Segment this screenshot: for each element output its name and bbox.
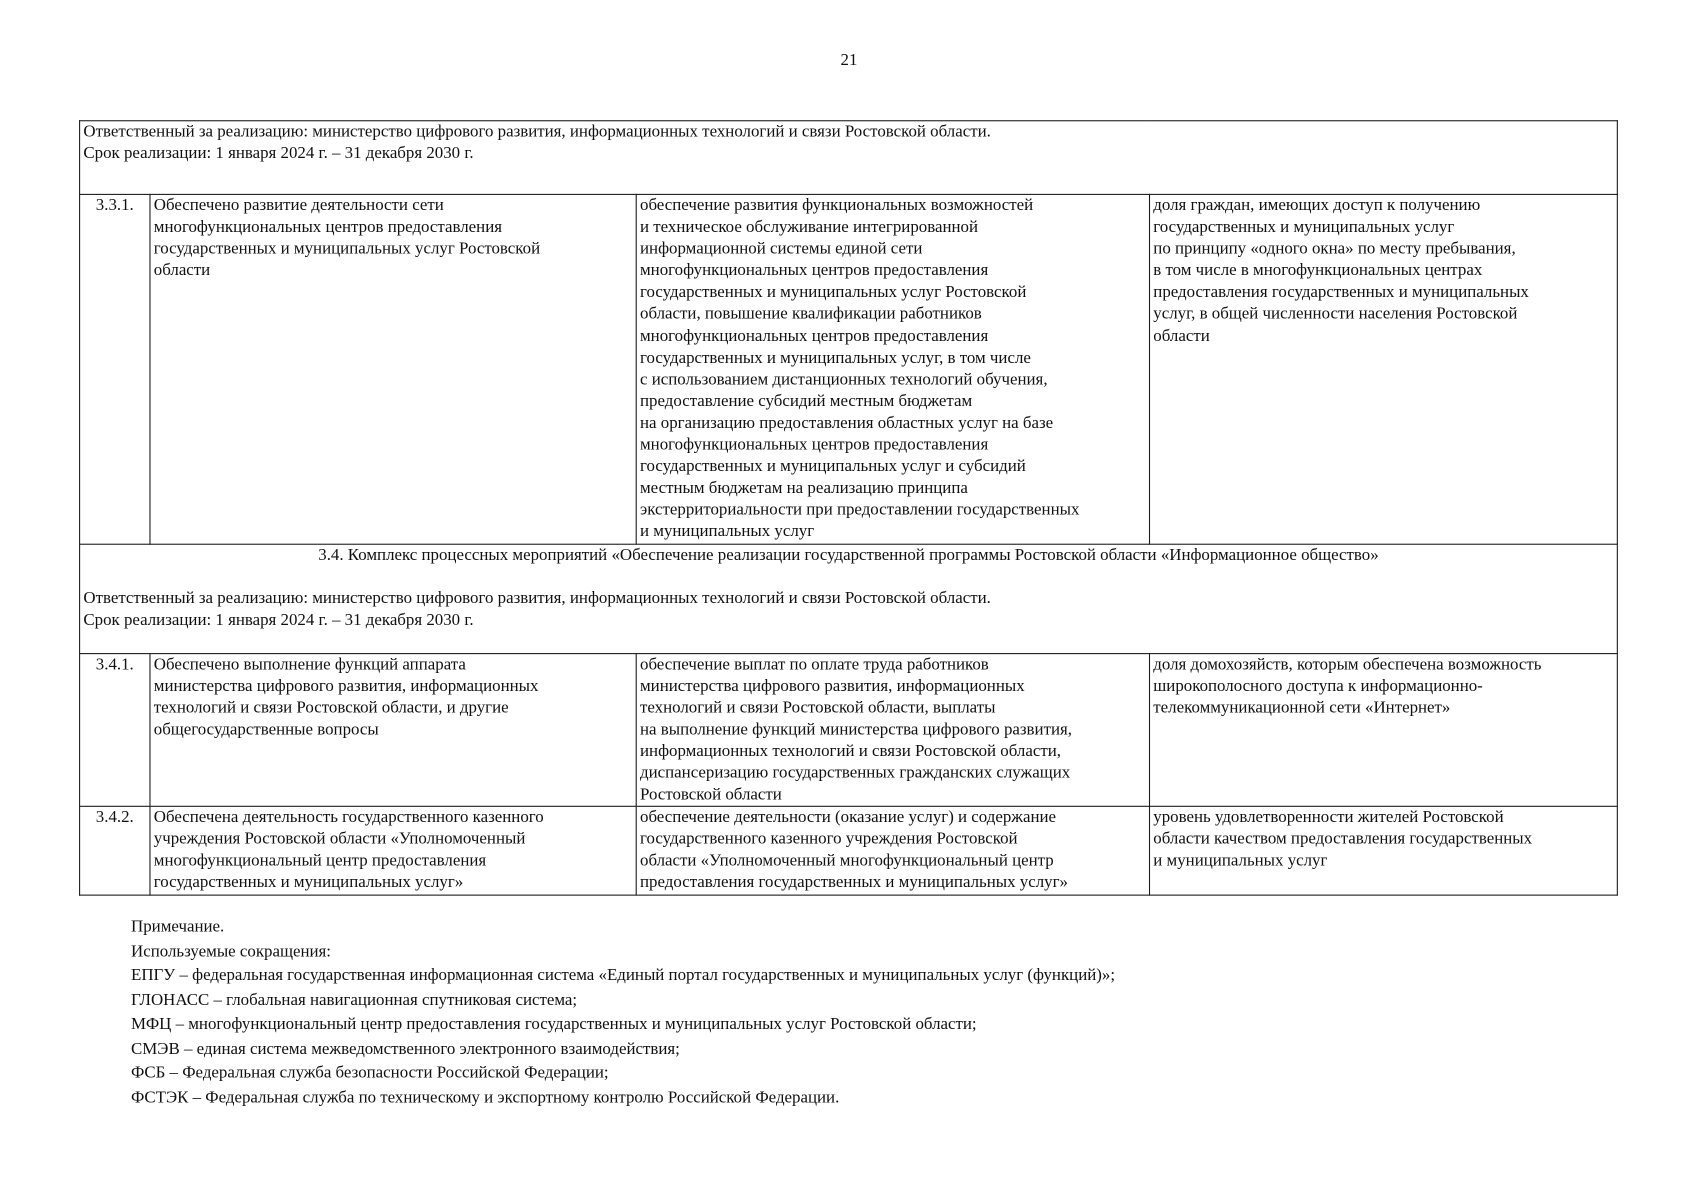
row-number: 3.4.2. (80, 806, 150, 894)
abbreviation-item: ЕПГУ – федеральная государственная информационная система «Единый портал государственных и муниципальных услуг (функций)»; (131, 966, 1116, 985)
section-info-3-3 (80, 121, 1618, 195)
result-cell: Обеспечено выполнение функций аппарата министерства цифрового развития, информационных технологий и связи Ростовской области, и другие общегосударственные вопросы (150, 653, 636, 806)
page-number: 21 (840, 50, 858, 70)
result-cell: Обеспечена деятельность государственного казенного учреждения Ростовской области «Уполномоченный многофункциональный центр предоставления государственных и муниципальных услуг» (150, 806, 636, 894)
section-info-row (80, 121, 1618, 195)
term-text: Срок реализации: 1 января 2024 г. – 31 декабря 2030 г. (83, 610, 474, 629)
result-cell: Обеспечено развитие деятельности сети многофункциональных центров предоставления государственных и муниципальных услуг Ростовской области (150, 194, 636, 543)
row-number: 3.3.1. (80, 194, 150, 543)
measure-cell: обеспечение развития функциональных возможностей и техническое обслуживание интегрированной информационной системы единой сети многофункциональных центров предоставления государственных и муниципальных услуг Ростовской области, повышение квалификации работников многофункциональных центров предоставления государственных и муниципальных услуг, в том числе с использованием дистанционных технологий обучения, предоставление субсидий местным бюджетам на организацию предоставления областных услуг на базе многофункциональных центров предоставления государственных и муниципальных услуг и субсидий местным бюджетам на реализацию принципа экстерриториальности при предоставлении государственных и муниципальных услуг (636, 194, 1149, 543)
section-info-row (80, 544, 1618, 653)
abbreviation-item: ГЛОНАСС – глобальная навигационная спутниковая система; (131, 990, 578, 1009)
abbreviation-item: МФЦ – многофункциональный центр предоставления государственных и муниципальных услуг Ростовской области; (131, 1014, 977, 1034)
section-info-3-4 (80, 544, 1618, 653)
abbreviation-item: СМЭВ – единая система межведомственного электронного взаимодействия; (131, 1039, 680, 1058)
table-row (80, 806, 1618, 894)
program-table (79, 120, 1618, 895)
notes-heading: Примечание. (131, 917, 225, 936)
notes-block (131, 915, 1115, 1110)
notes-subheading: Используемые сокращения: (131, 941, 332, 961)
indicator-cell: доля домохозяйств, которым обеспечена возможность широкополосного доступа к информационно- телекоммуникационной сети «Интернет» (1150, 653, 1618, 806)
indicator-cell: доля граждан, имеющих доступ к получению государственных и муниципальных услуг по принципу «одного окна» по месту пребывания, в том числе в многофункциональных центрах предоставления государственных и муниципальных услуг, в общей численности населения Ростовской области (1150, 194, 1618, 543)
measure-cell: обеспечение деятельности (оказание услуг) и содержание государственного казенного учреждения Ростовской области «Уполномоченный многофункциональный центр предоставления государственных и муниципальных услуг» (636, 806, 1149, 894)
measure-cell: обеспечение выплат по оплате труда работников министерства цифрового развития, информационных технологий и связи Ростовской области, выплаты на выполнение функций министерства цифрового развития, информационных технологий и связи Ростовской области, диспансеризацию государственных гражданских служащих Ростовской области (636, 653, 1149, 806)
abbreviation-item: ФСТЭК – Федеральная служба по техническому и экспортному контролю Российской Федерации. (131, 1087, 840, 1107)
table-row (80, 194, 1618, 543)
responsible-text: Ответственный за реализацию: министерство цифрового развития, информационных технологий и связи Ростовской области. (83, 122, 991, 141)
section-title: 3.4. Комплекс процессных мероприятий «Обеспечение реализации государственной программы Ростовской области «Информационное общество» (318, 545, 1379, 564)
row-number: 3.4.1. (80, 653, 150, 806)
abbreviation-item: ФСБ – Федеральная служба безопасности Российской Федерации; (131, 1063, 609, 1082)
term-text: Срок реализации: 1 января 2024 г. – 31 декабря 2030 г. (83, 144, 474, 163)
indicator-cell: уровень удовлетворенности жителей Ростовской области качеством предоставления государственных и муниципальных услуг (1150, 806, 1618, 894)
responsible-text: Ответственный за реализацию: министерство цифрового развития, информационных технологий и связи Ростовской области. (83, 588, 991, 608)
table-row (80, 653, 1618, 806)
